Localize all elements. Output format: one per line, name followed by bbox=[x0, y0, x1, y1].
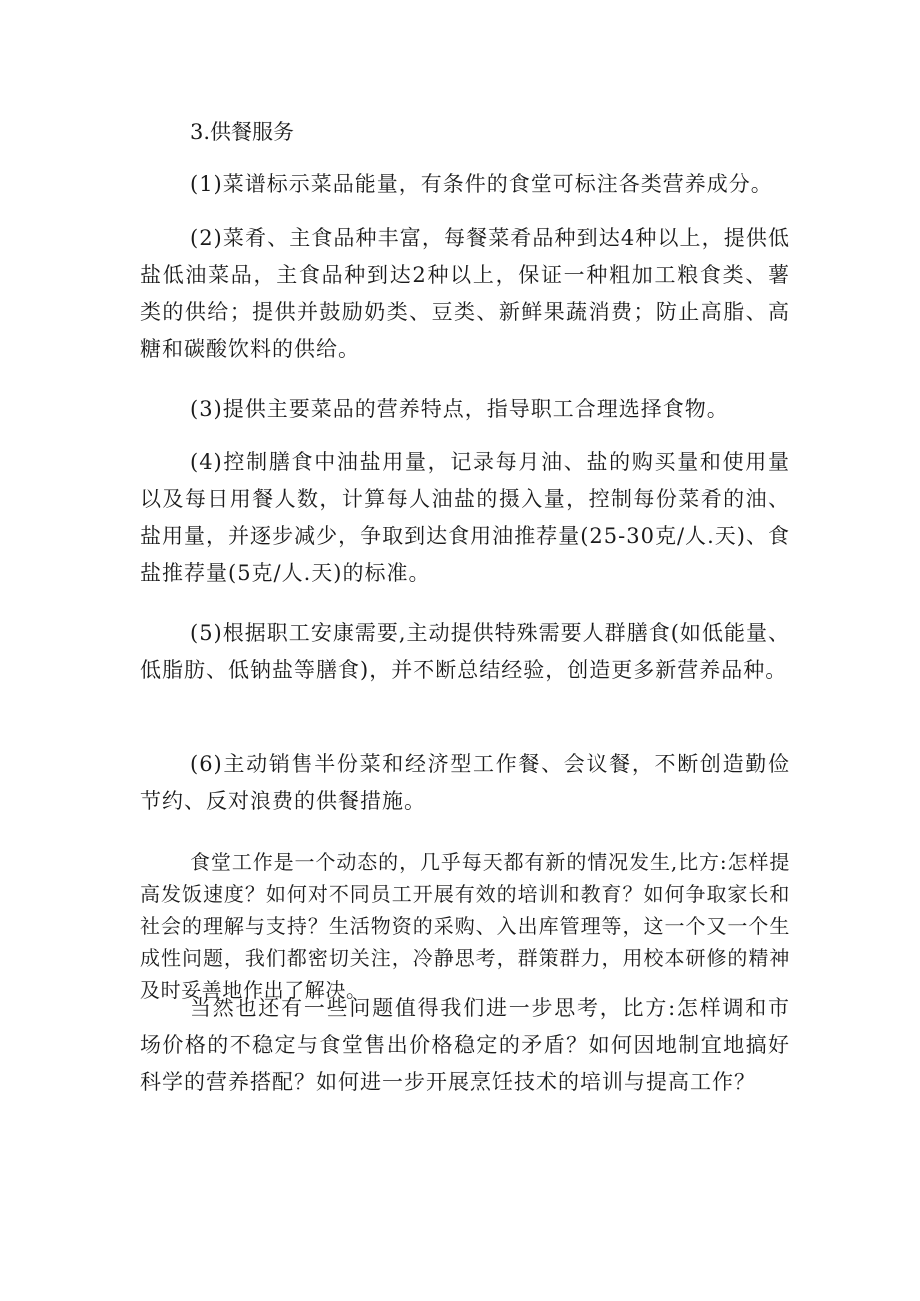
paragraph-canteen-work: 食堂工作是一个动态的，几乎每天都有新的情况发生,比方:怎样提高发饭速度？如何对不同员工开展有效的培训和教育？如何争取家长和社会的理解与支持？生活物资的采购、入出库管理等，这一个又一个生成性问题，我们都密切关注，冷静思考，群策群力，用校本研修的精神及时妥善地作出了解决。 bbox=[140, 850, 790, 1002]
paragraph-item-3: (3)提供主要菜品的营养特点，指导职工合理选择食物。 bbox=[190, 397, 729, 421]
paragraph-further-thinking: 当然也还有一些问题值得我们进一步思考，比方:怎样调和市场价格的不稳定与食堂售出价格稳定的矛盾？如何因地制宜地搞好科学的营养搭配？如何进一步开展烹饪技术的培训与提高工作？ bbox=[140, 996, 790, 1094]
paragraph-item-2: (2)菜肴、主食品种丰富，每餐菜肴品种到达4种以上，提供低盐低油菜品，主食品种到达2种以上，保证一种粗加工粮食类、薯类的供给；提供并鼓励奶类、豆类、新鲜果蔬消费；防止高脂、高糖和碳酸饮料的供给。 bbox=[140, 226, 790, 361]
paragraph-item-1: (1)菜谱标示菜品能量，有条件的食堂可标注各类营养成分。 bbox=[190, 172, 773, 196]
section-heading: 3.供餐服务 bbox=[190, 120, 295, 144]
paragraph-item-6: (6)主动销售半份菜和经济型工作餐、会议餐，不断创造勤俭节约、反对浪费的供餐措施。 bbox=[140, 752, 790, 813]
paragraph-item-5: (5)根据职工安康需要,主动提供特殊需要人群膳食(如低能量、低脂肪、低钠盐等膳食)，并不断总结经验，创造更多新营养品种。 bbox=[140, 621, 790, 682]
paragraph-item-4: (4)控制膳食中油盐用量，记录每月油、盐的购买量和使用量以及每日用餐人数，计算每人油盐的摄入量，控制每份菜肴的油、盐用量，并逐步减少，争取到达食用油推荐量(25-30克/人.天)、食盐推荐量(5克/人.天)的标准。 bbox=[140, 450, 790, 585]
